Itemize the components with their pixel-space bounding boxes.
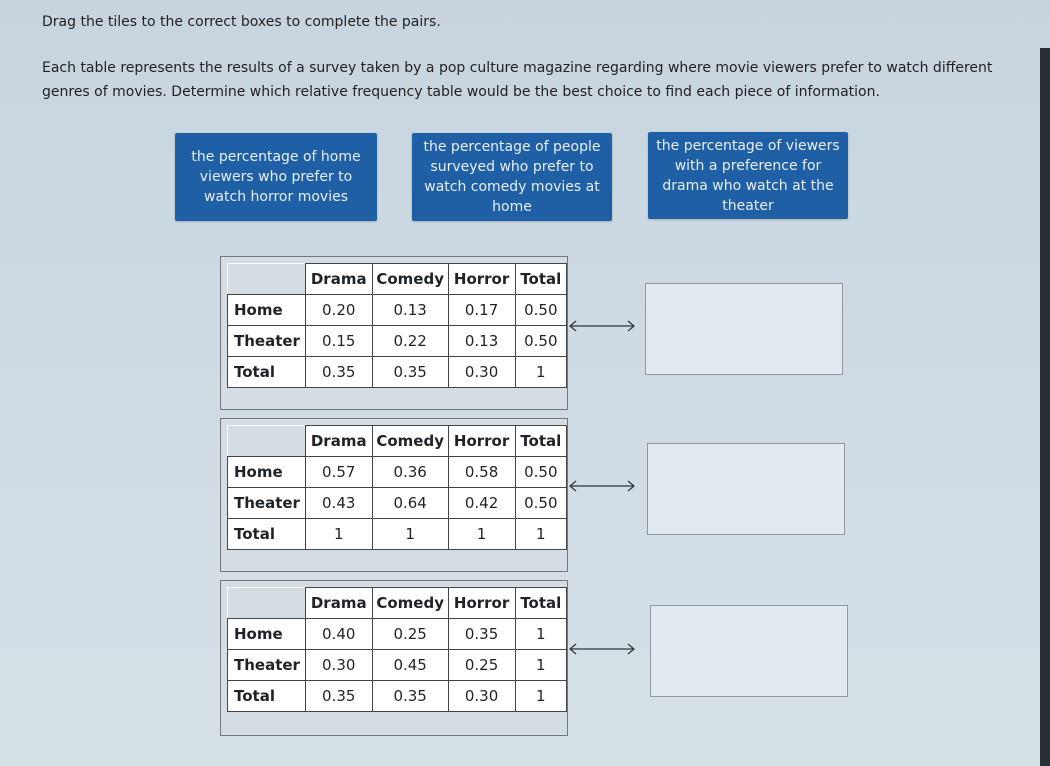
table-cell: 0.35 [305, 357, 372, 388]
tile-drama-theater[interactable] [648, 132, 848, 219]
table-cell: 0.30 [448, 357, 515, 388]
drop-target-1[interactable] [645, 283, 843, 375]
table-row [228, 619, 567, 650]
table-cell: 0.50 [515, 488, 566, 519]
table-cell: 1 [515, 681, 566, 712]
screen-edge [1040, 48, 1050, 766]
col-header-total: Total [515, 264, 566, 295]
table-corner [228, 588, 306, 619]
table-cell: 1 [448, 519, 515, 550]
col-header-drama: Drama [305, 588, 372, 619]
row-header: Total [228, 519, 306, 550]
tile-comedy-home[interactable] [412, 133, 612, 221]
table-row [228, 295, 567, 326]
table-cell: 0.20 [305, 295, 372, 326]
table-cell: 0.64 [372, 488, 448, 519]
table-cell: 0.50 [515, 326, 566, 357]
tile-home-horror[interactable] [175, 133, 377, 221]
row-header: Theater [228, 488, 306, 519]
frequency-table-1 [220, 256, 568, 410]
table-row [228, 326, 567, 357]
table-cell: 0.36 [372, 457, 448, 488]
col-header-comedy: Comedy [372, 588, 448, 619]
table-cell: 0.43 [305, 488, 372, 519]
row-header: Total [228, 357, 306, 388]
row-header: Home [228, 619, 306, 650]
col-header-horror: Horror [448, 264, 515, 295]
table-cell: 0.50 [515, 457, 566, 488]
table-row [228, 650, 567, 681]
col-header-horror: Horror [448, 588, 515, 619]
row-header: Home [228, 295, 306, 326]
table-cell: 0.30 [305, 650, 372, 681]
col-header-total: Total [515, 426, 566, 457]
table-cell: 0.45 [372, 650, 448, 681]
table-cell: 0.25 [448, 650, 515, 681]
table-cell: 0.42 [448, 488, 515, 519]
col-header-comedy: Comedy [372, 264, 448, 295]
table-row [228, 681, 567, 712]
drop-target-2[interactable] [647, 443, 845, 535]
row-header: Total [228, 681, 306, 712]
table-row [228, 457, 567, 488]
tile-label: the percentage of viewers with a preference for drama who watch at the theater [656, 137, 840, 214]
row-header: Home [228, 457, 306, 488]
table-cell: 0.15 [305, 326, 372, 357]
table [227, 263, 567, 388]
table-cell: 0.25 [372, 619, 448, 650]
table-cell: 1 [515, 519, 566, 550]
col-header-comedy: Comedy [372, 426, 448, 457]
table-row [228, 357, 567, 388]
double-arrow-icon [568, 480, 636, 492]
table-cell: 1 [372, 519, 448, 550]
table-cell: 0.35 [448, 619, 515, 650]
table [227, 587, 567, 712]
tile-label: the percentage of home viewers who prefer to watch horror movies [191, 149, 361, 205]
row-header: Theater [228, 650, 306, 681]
table-cell: 1 [305, 519, 372, 550]
table-row [228, 519, 567, 550]
col-header-total: Total [515, 588, 566, 619]
instruction-text: Drag the tiles to the correct boxes to complete the pairs. [42, 14, 441, 30]
table-cell: 0.58 [448, 457, 515, 488]
table-cell: 0.17 [448, 295, 515, 326]
table-cell: 0.57 [305, 457, 372, 488]
table-corner [228, 426, 306, 457]
col-header-drama: Drama [305, 264, 372, 295]
table-cell: 1 [515, 619, 566, 650]
question-description: Each table represents the results of a survey taken by a pop culture magazine regarding where movie viewers prefer to watch different genres of movies. Determine which relative frequency table would be the best choice to find each piece of information. [42, 60, 993, 100]
drop-target-3[interactable] [650, 605, 848, 697]
tile-label: the percentage of people surveyed who prefer to watch comedy movies at home [423, 139, 601, 215]
table [227, 425, 567, 550]
frequency-table-2 [220, 418, 568, 572]
table-cell: 1 [515, 650, 566, 681]
table-cell: 0.50 [515, 295, 566, 326]
table-cell: 0.13 [448, 326, 515, 357]
table-cell: 0.35 [372, 357, 448, 388]
table-cell: 0.40 [305, 619, 372, 650]
table-row [228, 488, 567, 519]
table-cell: 0.30 [448, 681, 515, 712]
table-corner [228, 264, 306, 295]
double-arrow-icon [568, 643, 636, 655]
table-cell: 0.35 [305, 681, 372, 712]
table-cell: 0.13 [372, 295, 448, 326]
col-header-horror: Horror [448, 426, 515, 457]
row-header: Theater [228, 326, 306, 357]
table-cell: 0.22 [372, 326, 448, 357]
table-cell: 1 [515, 357, 566, 388]
col-header-drama: Drama [305, 426, 372, 457]
double-arrow-icon [568, 320, 636, 332]
frequency-table-3 [220, 580, 568, 736]
table-cell: 0.35 [372, 681, 448, 712]
